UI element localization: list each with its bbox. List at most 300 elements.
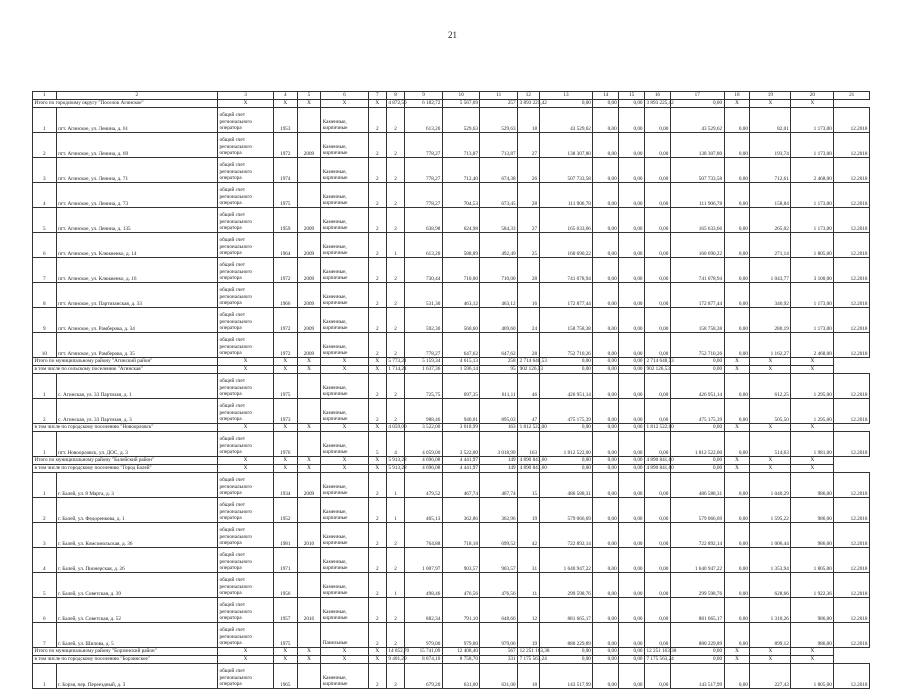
subtotal-cell: 1 714,21 [388,365,407,372]
fund-method: общий счет регионального оператора [218,623,274,648]
max-cost-per-sqm: 1 173,00 [791,183,834,208]
column-number: 16 [645,92,671,100]
max-cost-per-sqm: 1 981,00 [791,432,834,457]
repair-cost-total: 160 690,22 [539,233,593,258]
house-address: г. Балей, ул. 8 Марта, д. 3 [56,473,217,498]
wall-material: Панельные [321,623,368,648]
fund-method: общий счет регионального оператора [218,308,274,333]
fund-method: общий счет регионального оператора [218,573,274,598]
residential-area: 673,45 [480,183,518,208]
entrances: 2 [386,333,404,358]
build-year: 1981 [273,523,297,548]
subtotal-cell: 567 [480,648,518,656]
subtotal-cell: 0,00 [619,100,645,108]
subtotal-cell: X [724,358,750,366]
last-repair-year: 2009 [297,258,321,283]
fund-local: 0,00 [645,283,671,308]
entrances: 1 [386,233,404,258]
residents-count: 28 [518,258,540,283]
fund-owners: 722 892,14 [670,523,724,548]
wall-material: Каменные, кирпичные [321,208,368,233]
subtotal-cell: X [724,465,750,473]
premises-area: 624,98 [442,208,480,233]
fund-local: 0,00 [645,133,671,158]
subtotal-cell: 12 251 163,38 [519,647,550,654]
max-cost-per-sqm: 1 922,36 [791,573,834,598]
fund-owners: 579 066,69 [670,498,724,523]
fund-local: 0,00 [645,108,671,133]
max-cost-per-sqm: 1 805,00 [791,548,834,573]
house-row [33,473,870,498]
house-address: г. Балей, ул. Пионерская, д. 26 [56,548,217,573]
last-repair-year [297,432,321,457]
subtotal-cell: X [321,358,368,366]
premises-area: 3 522,00 [442,432,480,457]
subtotal-cell: 4 615,13 [442,358,480,366]
subtotal-cell: X [218,457,274,465]
floors: 2 [368,598,386,623]
build-year: 1953 [273,108,297,133]
build-year: 1972 [273,333,297,358]
fund-regional: 0,00 [619,664,645,689]
fund-owners: 158 758,38 [670,308,724,333]
column-number: 12 [518,92,540,100]
fund-federal: 0,00 [593,623,619,648]
wall-material: Каменные, кирпичные [321,108,368,133]
subtotal-title: Итого по муниципальному району "Агинский район" [33,358,218,366]
premises-area: 712,40 [442,158,480,183]
house-address: пгт. Агинское, ул. Рамберова, д. 35 [56,333,217,358]
subtotal-cell: X [297,100,321,108]
residential-area: 3 018,99 [480,432,518,457]
fund-federal: 0,00 [593,133,619,158]
subtotal-cell: 4 872,50 [388,99,407,106]
wall-material: Каменные, кирпичные [321,308,368,333]
subtotal-cell: 8 874,10 [405,656,443,664]
repair-deadline: 12.2018 [834,473,870,498]
subtotal-cell: 0,00 [670,100,724,108]
floors: 2 [368,233,386,258]
fund-federal: 0,00 [593,498,619,523]
house-row [33,333,870,358]
total-area: 979,00 [405,623,443,648]
subtotal-cell: X [791,457,834,465]
residential-area: 903,57 [480,548,518,573]
total-area: 882,34 [405,598,443,623]
house-address: г. Борзя, пер. Переездный, д. 3 [56,664,217,689]
fund-local: 0,00 [645,548,671,573]
residential-area: 674,38 [480,158,518,183]
residents-count: 11 [518,573,540,598]
row-number: 4 [33,548,57,573]
entrances: 4 [386,432,404,457]
floors: 5 [368,432,386,457]
house-address: пгт. Агинское, ул. Ленина, д. 69 [56,133,217,158]
premises-area: 704,53 [442,183,480,208]
last-repair-year: 2009 [297,133,321,158]
last-repair-year [297,548,321,573]
fund-other: 0,00 [724,233,750,258]
subtotal-cell: 5 159,34 [405,358,443,366]
subtotal-cell: X [368,424,386,432]
subtotal-cell: X [218,648,274,656]
subtotal-row [33,100,870,108]
column-number: 20 [791,92,834,100]
cost-per-sqm: 227,43 [750,664,791,689]
entrances: 2 [386,108,404,133]
house-row [33,133,870,158]
last-repair-year [297,573,321,598]
fund-local: 0,00 [645,473,671,498]
subtotal-cell: X [724,648,750,656]
subtotal-cell: 0,00 [670,656,724,664]
premises-area: 560,60 [442,308,480,333]
repair-cost-total: 579 066,69 [539,498,593,523]
subtotal-cell: X [273,648,297,656]
subtotal-cell: 0,00 [670,457,724,465]
entrances: 1 [386,498,404,523]
fund-other: 0,00 [724,432,750,457]
premises-area: 529,63 [442,108,480,133]
repair-cost-total: 475 175,39 [539,399,593,424]
fund-method: общий счет регионального оператора [218,523,274,548]
subtotal-cell: X [724,100,750,108]
subtotal-row [33,457,870,465]
house-row [33,108,870,133]
fund-local: 0,00 [645,208,671,233]
cost-per-sqm: 280,19 [750,308,791,333]
column-number: 6 [321,92,368,100]
repair-deadline: 12.2018 [834,133,870,158]
repair-cost-total: 43 529,62 [539,108,593,133]
subtotal-cell: X [791,656,834,664]
subtotal-cell: 0,00 [619,358,645,366]
house-row [33,308,870,333]
subtotal-cell: 0,00 [593,457,619,465]
entrances: 2 [386,374,404,399]
fund-regional: 0,00 [619,573,645,598]
subtotal-cell: 3 893 225,42 [646,99,674,106]
fund-regional: 0,00 [619,183,645,208]
subtotal-cell: 3 522,00 [405,424,443,432]
subtotal-cell: X [273,100,297,108]
wall-material: Каменные, кирпичные [321,133,368,158]
residents-count: 31 [518,548,540,573]
fund-owners: 165 633,66 [670,208,724,233]
residential-area: 648,66 [480,598,518,623]
fund-other: 0,00 [724,498,750,523]
fund-federal: 0,00 [593,473,619,498]
repair-cost-total: 752 710,26 [539,333,593,358]
subtotal-cell: X [368,100,386,108]
subtotal-cell: 0,00 [670,424,724,432]
subtotal-cell: X [218,366,274,374]
floors: 2 [368,399,386,424]
repair-deadline: 12.2018 [834,498,870,523]
row-number: 2 [33,399,57,424]
subtotal-cell: 4 696,08 [405,457,443,465]
fund-regional: 0,00 [619,498,645,523]
column-number: 1 [33,92,57,100]
repair-deadline: 12.2018 [834,208,870,233]
subtotal-cell: X [791,358,834,366]
page-number: 21 [448,30,457,40]
floors: 2 [368,133,386,158]
premises-area: 362,86 [442,498,480,523]
last-repair-year: 2009 [297,333,321,358]
floors: 2 [368,258,386,283]
repair-deadline: 12.2018 [834,183,870,208]
total-area: 592,30 [405,308,443,333]
fund-regional: 0,00 [619,133,645,158]
last-repair-year [297,623,321,648]
subtotal-cell: 6 182,72 [405,100,443,108]
wall-material: Каменные, кирпичные [321,473,368,498]
residents-count: 27 [518,208,540,233]
build-year: 1957 [273,598,297,623]
fund-method: общий счет регионального оператора [218,283,274,308]
max-cost-per-sqm: 1 173,00 [791,133,834,158]
subtotal-cell: 7 175 563,24 [646,655,674,662]
subtotal-cell: X [750,465,791,473]
house-address: с. Агинская, ул. 33 Партизан, д. 3 [56,399,217,424]
subtotal-cell: X [321,457,368,465]
subtotal-cell: 257 [480,100,518,108]
build-year: 1972 [273,308,297,333]
repair-cost-total: 722 892,14 [539,523,593,548]
fund-regional: 0,00 [619,258,645,283]
floors: 2 [368,548,386,573]
fund-method: общий счет регионального оператора [218,333,274,358]
entrances: 2 [386,548,404,573]
house-address: г. Балей, ул. Советская, д. 39 [56,573,217,598]
build-year: 1976 [273,432,297,457]
fund-local: 0,00 [645,573,671,598]
fund-method: общий счет регионального оператора [218,158,274,183]
repair-cost-total: 1 812 522,00 [539,432,593,457]
residential-area: 362,96 [480,498,518,523]
repair-cost-total: 111 906,78 [539,183,593,208]
entrances: 2 [386,208,404,233]
subtotal-row [33,424,870,432]
max-cost-per-sqm: 3 100,00 [791,258,834,283]
subtotal-cell: 258 [480,358,518,366]
subtotal-cell: 0,00 [593,465,619,473]
fund-regional: 0,00 [619,374,645,399]
subtotal-cell: X [273,358,297,366]
residential-area: 631,00 [480,664,518,689]
house-address: пгт. Агинское, ул. Партизанская, д. 33 [56,283,217,308]
residents-count: 28 [518,333,540,358]
max-cost-per-sqm: 1 805,00 [791,664,834,689]
fund-local: 0,00 [645,374,671,399]
repair-cost-total: 165 633,66 [539,208,593,233]
fund-method: общий счет регионального оператора [218,374,274,399]
column-number: 7 [368,92,386,100]
build-year: 1952 [273,498,297,523]
fund-local: 0,00 [645,623,671,648]
fund-regional: 0,00 [619,283,645,308]
house-row [33,374,870,399]
cost-per-sqm: 346,92 [750,283,791,308]
subtotal-cell: X [321,656,368,664]
fund-federal: 0,00 [593,548,619,573]
residential-area: 529,63 [480,108,518,133]
subtotal-cell: X [791,100,834,108]
subtotal-title: в том числе по городскому поселению "Город Балей" [33,465,218,473]
residents-count: 27 [518,133,540,158]
fund-method: общий счет регионального оператора [218,498,274,523]
fund-local: 0,00 [645,233,671,258]
house-row [33,664,870,689]
subtotal-cell: 0,00 [593,100,619,108]
build-year: 1959 [273,208,297,233]
subtotal-cell: 5 773,21 [388,357,407,364]
column-number: 17 [670,92,724,100]
subtotal-cell: X [368,465,386,473]
column-number: 8 [386,92,404,100]
subtotal-cell: 1 596,14 [442,366,480,374]
fund-regional: 0,00 [619,208,645,233]
fund-local: 0,00 [645,158,671,183]
fund-method: общий счет регионального оператора [218,598,274,623]
entrances: 2 [386,399,404,424]
fund-regional: 0,00 [619,308,645,333]
total-area: 479,52 [405,473,443,498]
subtotal-row [33,648,870,656]
subtotal-cell: X [368,358,386,366]
subtotal-cell: 0,00 [539,465,593,473]
house-row [33,598,870,623]
fund-federal: 0,00 [593,308,619,333]
fund-federal: 0,00 [593,258,619,283]
build-year: 1971 [273,548,297,573]
fund-other: 0,00 [724,308,750,333]
residents-count: 12 [518,598,540,623]
max-cost-per-sqm: 1 173,00 [791,208,834,233]
fund-regional: 0,00 [619,399,645,424]
last-repair-year: 2009 [297,283,321,308]
fund-owners: 752 710,26 [670,333,724,358]
column-number: 10 [442,92,480,100]
fund-owners: 143 517,99 [670,664,724,689]
row-number: 1 [33,432,57,457]
column-number: 15 [619,92,645,100]
subtotal-cell: X [750,424,791,432]
subtotal-cell: X [791,366,834,374]
residential-area: 476,56 [480,573,518,598]
residential-area: 699,52 [480,523,518,548]
fund-federal: 0,00 [593,399,619,424]
repair-cost-total: 158 758,38 [539,308,593,333]
wall-material: Каменные, кирпичные [321,523,368,548]
subtotal-cell: 4 059,00 [388,423,407,430]
subtotal-cell: X [791,424,834,432]
wall-material: Каменные, кирпичные [321,598,368,623]
total-area: 1 007,97 [405,548,443,573]
residential-area: 467,74 [480,473,518,498]
total-area: 778,27 [405,333,443,358]
fund-regional: 0,00 [619,158,645,183]
fund-federal: 0,00 [593,432,619,457]
floors: 2 [368,108,386,133]
fund-regional: 0,00 [619,432,645,457]
subtotal-title: Итого по муниципальному району "Борзинский район" [33,648,218,656]
fund-other: 0,00 [724,183,750,208]
build-year: 1973 [273,399,297,424]
row-number: 6 [33,233,57,258]
residents-count: 46 [518,374,540,399]
total-area: 679,20 [405,664,443,689]
cost-per-sqm: 82,01 [750,108,791,133]
wall-material: Каменные, кирпичные [321,374,368,399]
wall-material: Каменные, кирпичные [321,283,368,308]
subtotal-cell: X [321,100,368,108]
subtotal-cell: 902 126,53 [646,365,670,372]
fund-regional: 0,00 [619,548,645,573]
fund-other: 0,00 [724,374,750,399]
subtotal-cell: X [218,424,274,432]
fund-method: общий счет регионального оператора [218,183,274,208]
row-number: 10 [33,333,57,358]
subtotal-cell: X [297,366,321,374]
subtotal-cell: X [750,366,791,374]
subtotal-cell: 1 812 522,00 [519,423,547,430]
max-cost-per-sqm: 1 295,00 [791,374,834,399]
subtotal-cell: 0,00 [539,366,593,374]
row-number: 4 [33,183,57,208]
total-area: 638,98 [405,208,443,233]
subtotal-cell: 7 175 563,24 [519,655,547,662]
row-number: 1 [33,664,57,689]
house-address: пгт. Агинское, ул. Ленина, д. 71 [56,158,217,183]
premises-area: 979,00 [442,623,480,648]
floors: 2 [368,498,386,523]
house-row [33,399,870,424]
subtotal-cell: 0,00 [593,424,619,432]
fund-other: 0,00 [724,208,750,233]
fund-regional: 0,00 [619,623,645,648]
subtotal-cell: X [273,457,297,465]
subtotal-cell: 4 890 841,60 [519,464,547,471]
fund-owners: 138 307,80 [670,133,724,158]
max-cost-per-sqm: 986,00 [791,623,834,648]
cost-per-sqm: 271,14 [750,233,791,258]
subtotal-cell: 2 714 648,53 [519,357,547,364]
fund-local: 0,00 [645,333,671,358]
subtotal-cell: X [750,457,791,465]
subtotal-cell: 0,00 [619,366,645,374]
subtotal-cell: 15 741,09 [405,648,443,656]
fund-local: 0,00 [645,432,671,457]
fund-owners: 881 665,17 [670,598,724,623]
subtotal-cell: X [724,366,750,374]
repair-deadline: 12.2018 [834,374,870,399]
cost-per-sqm: 1 043,77 [750,258,791,283]
last-repair-year [297,183,321,208]
subtotal-row [33,465,870,473]
subtotal-cell: 149 [480,457,518,465]
repair-deadline: 12.2018 [834,623,870,648]
subtotal-cell: 0,00 [593,656,619,664]
subtotal-cell: 9 401,20 [388,655,407,662]
fund-federal: 0,00 [593,664,619,689]
subtotal-cell: 1 637,36 [405,366,443,374]
subtotal-cell: X [368,366,386,374]
subtotal-cell: X [297,457,321,465]
fund-owners: 299 598,76 [670,573,724,598]
repair-deadline: 12.2018 [834,283,870,308]
